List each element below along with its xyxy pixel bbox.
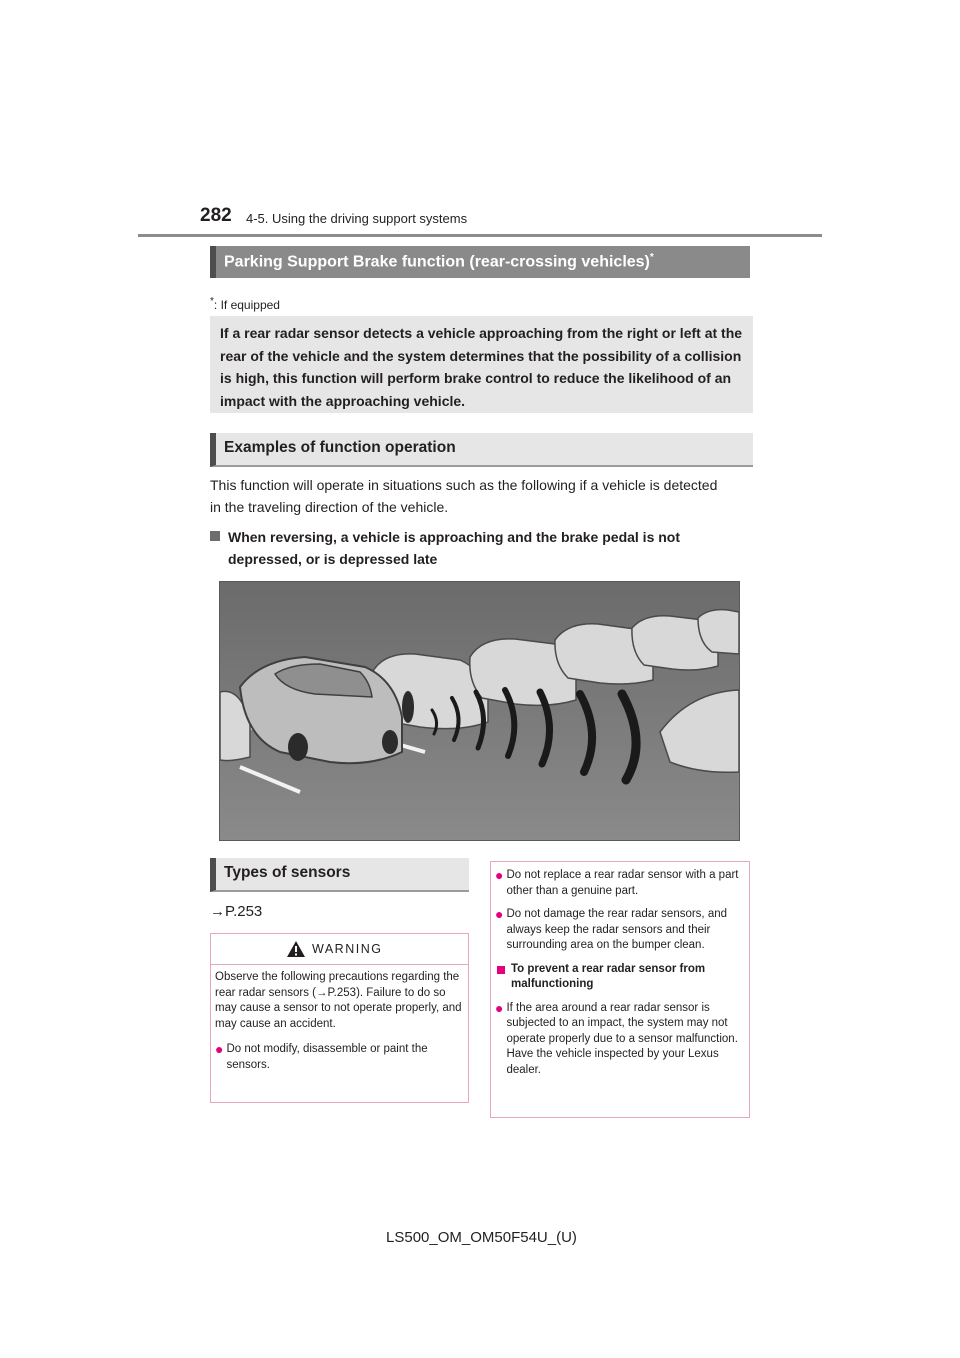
warning-text-part: ). Failure to do so may cause a sensor to not operate properly, and may cause an accident. xyxy=(215,986,462,1030)
warning-header xyxy=(211,934,468,965)
page-title-marker: * xyxy=(649,252,654,263)
intro-summary: If a rear radar sensor detects a vehicle approaching from the right or left at the rear of the vehicle and the system determines that the possibility of a collision is high, this function will perform brake control to reduce the likelihood of an impact with the approaching vehicle. xyxy=(210,316,753,413)
arrow-icon: → xyxy=(315,986,328,999)
examples-body-line: in the traveling direction of the vehicle. xyxy=(210,499,449,515)
warning-text-part: Observe the following precautions regarding the rear radar sensors ( xyxy=(215,971,460,999)
parking-lot-illustration xyxy=(220,582,739,840)
examples-heading: Examples of function operation xyxy=(210,433,753,467)
warning-subheading xyxy=(495,962,745,993)
footnote-marker: * xyxy=(210,296,214,307)
footnote xyxy=(210,296,280,312)
warning-triangle-icon xyxy=(286,940,306,958)
examples-body xyxy=(210,474,750,518)
warning-item-text: Do not replace a rear radar sensor with a part other than a genuine part. xyxy=(506,869,739,897)
case-heading-line: depressed, or is depressed late xyxy=(228,551,438,567)
bullet-dot-icon: ● xyxy=(495,999,504,1016)
square-bullet-icon xyxy=(210,531,220,541)
warning-item xyxy=(215,1042,464,1073)
warning-item xyxy=(495,907,745,954)
warning-title: WARNING xyxy=(312,942,383,956)
warning-item-text: If the area around a rear radar sensor is subjected to an impact, the system may not operate properly due to a sensor malfunction. Have the vehicle inspected by your Lexus dealer. xyxy=(506,1001,738,1076)
warning-item-text: Do not damage the rear radar sensors, and always keep the radar sensors and their surrounding area on the bumper clean. xyxy=(506,908,728,951)
section-title-bar xyxy=(210,246,750,278)
warning-continued-box xyxy=(490,861,750,1118)
case-heading xyxy=(210,526,750,570)
warning-text xyxy=(215,970,464,1032)
sensors-reference-link[interactable] xyxy=(210,903,262,920)
warning-body xyxy=(211,965,468,1086)
square-bullet-icon xyxy=(497,966,505,974)
page-title xyxy=(224,252,654,271)
page-title-text: Parking Support Brake function (rear-crossing vehicles) xyxy=(224,253,650,271)
footnote-text: : If equipped xyxy=(213,298,280,312)
bullet-dot-icon: ● xyxy=(495,867,504,883)
section-breadcrumb: 4-5. Using the driving support systems xyxy=(246,211,468,226)
page-reference: P.253 xyxy=(225,903,263,920)
arrow-icon: → xyxy=(210,903,225,920)
page-number: 282 xyxy=(200,205,232,226)
warning-item xyxy=(495,868,745,899)
bullet-dot-icon: ● xyxy=(215,1041,224,1057)
warning-subheading-text: To prevent a rear radar sensor from malfunctioning xyxy=(511,962,706,990)
rear-crossing-illustration xyxy=(219,581,740,841)
header-divider xyxy=(138,234,822,237)
sensors-heading: Types of sensors xyxy=(210,858,469,892)
document-code: LS500_OM_OM50F54U_(U) xyxy=(386,1229,577,1246)
warning-item xyxy=(495,1001,745,1079)
case-heading-line: When reversing, a vehicle is approaching and the brake pedal is not xyxy=(228,529,681,545)
warning-box xyxy=(210,933,469,1103)
examples-body-line: This function will operate in situations such as the following if a vehicle is detected xyxy=(210,477,718,493)
warning-page-reference[interactable]: P.253 xyxy=(327,986,357,999)
warning-item-text: Do not modify, disassemble or paint the sensors. xyxy=(226,1043,428,1071)
bullet-dot-icon: ● xyxy=(495,906,504,922)
